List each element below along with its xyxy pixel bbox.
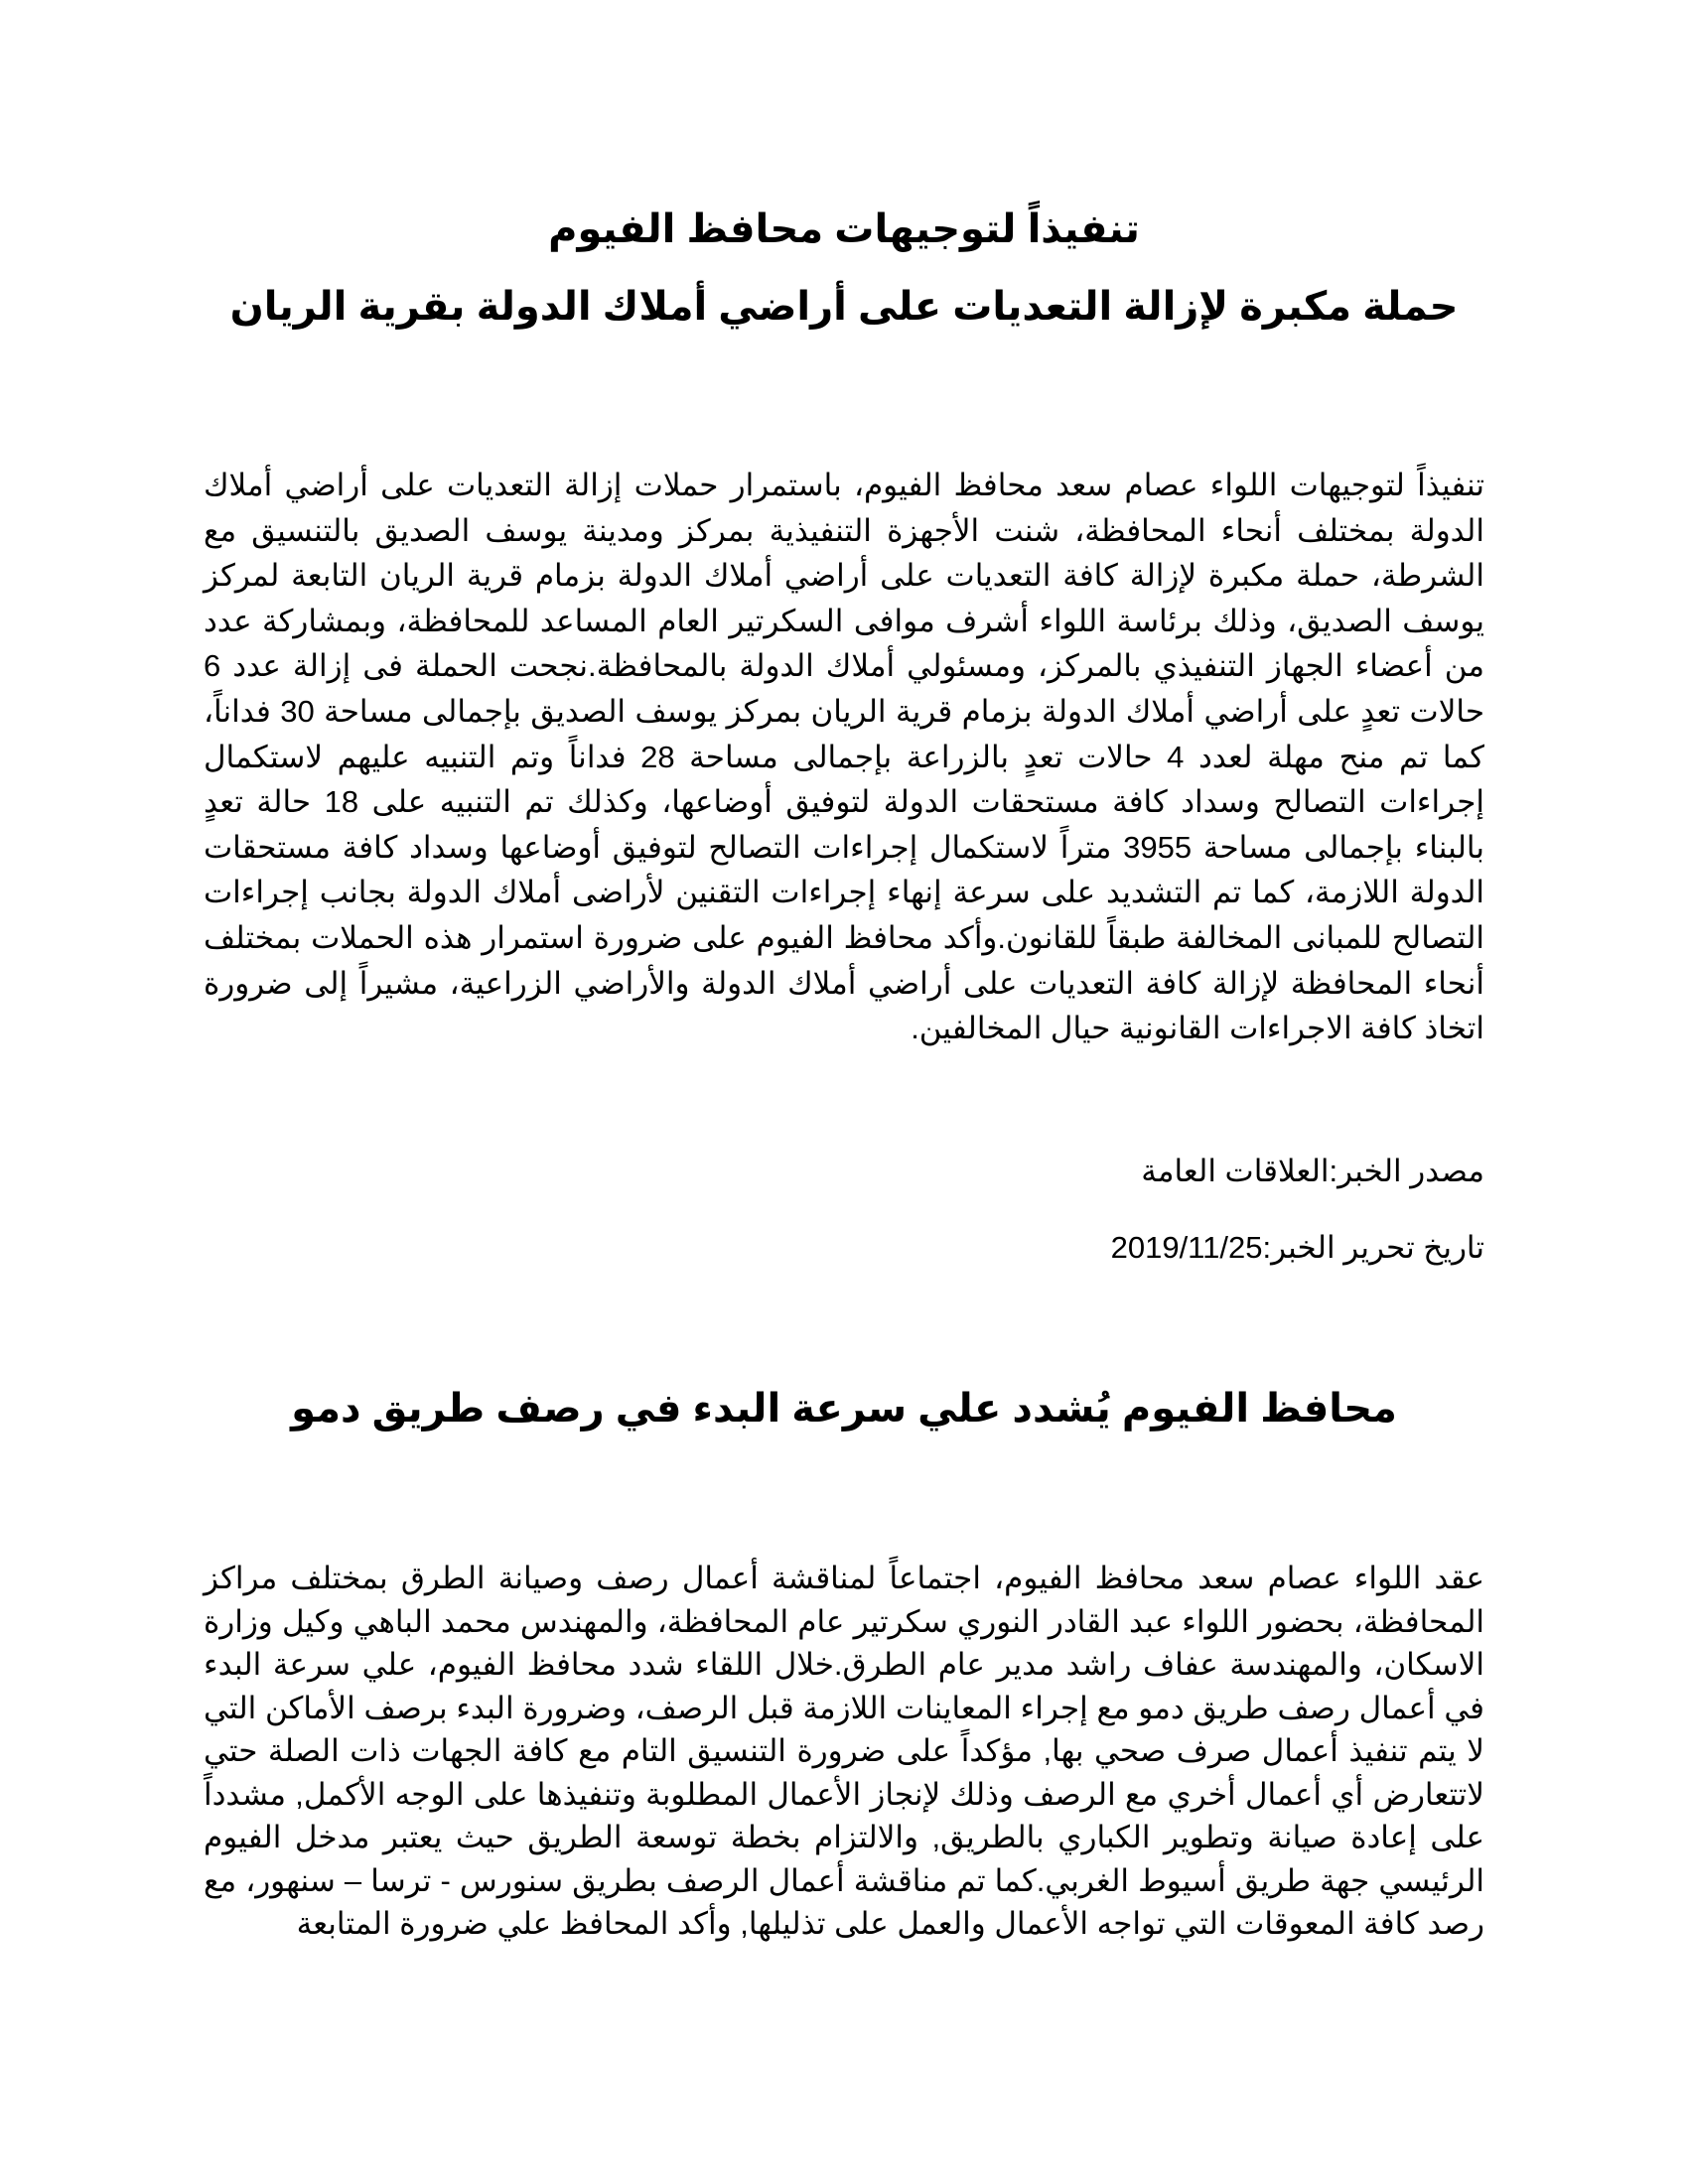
article-1-date: [204, 1228, 1484, 1268]
article-1-source: [204, 1152, 1484, 1191]
article-1-pre-title: تنفيذاً لتوجيهات محافظ الفيوم: [548, 207, 1140, 251]
article-2-body: عقد اللواء عصام سعد محافظ الفيوم، اجتماعاً لمناقشة أعمال رصف وصيانة الطرق بمختلف مراكز المحافظة، بحضور اللواء عبد القادر النوري سكرتير عام المحافظة، والمهندس محمد الباهي وكيل وزارة الاسكان، والمهندسة عفاف راشد مدير عام الطرق.خلال اللقاء شدد محافظ الفيوم، علي سرعة البدء في أعمال رصف طريق دمو مع إجراء المعاينات اللازمة قبل الرصف، وضرورة البدء برصف الأماكن التي لا يتم تنفيذ أعمال صرف صحي بها, مؤكداً على ضرورة التنسيق التام مع كافة الجهات ذات الصلة حتي لاتتعارض أي أعمال أخري مع الرصف وذلك لإنجاز الأعمال المطلوبة وتنفيذها على الوجه الأكمل, مشدداً على إعادة صيانة وتطوير الكباري بالطريق, والالتزام بخطة توسعة الطريق حيث يعتبر مدخل الفيوم الرئيسي جهة طريق أسيوط الغربي.كما تم مناقشة أعمال الرصف بطريق سنورس - ترسا – سنهور، مع رصد كافة المعوقات التي تواجه الأعمال والعمل على تذليلها, وأكد المحافظ علي ضرورة المتابعة: [204, 1561, 1484, 1941]
source-value: العلاقات العامة: [1141, 1154, 1330, 1188]
source-label: مصدر الخبر:: [1329, 1154, 1484, 1188]
article-1-body: تنفيذاً لتوجيهات اللواء عصام سعد محافظ الفيوم، باستمرار حملات إزالة التعديات على أراضي أملاك الدولة بمختلف أنحاء المحافظة، شنت الأجهزة التنفيذية بمركز ومدينة يوسف الصديق بالتنسيق مع الشرطة، حملة مكبرة لإزالة كافة التعديات على أراضي أملاك الدولة بزمام قرية الريان التابعة لمركز يوسف الصديق، وذلك برئاسة اللواء أشرف موافى السكرتير العام المساعد للمحافظة، وبمشاركة عدد من أعضاء الجهاز التنفيذي بالمركز، ومسئولي أملاك الدولة بالمحافظة.نجحت الحملة فى إزالة عدد 6 حالات تعدٍ على أراضي أملاك الدولة بزمام قرية الريان بمركز يوسف الصديق بإجمالى مساحة 30 فداناً، كما تم منح مهلة لعدد 4 حالات تعدٍ بالزراعة بإجمالى مساحة 28 فداناً وتم التنبيه عليهم لاستكمال إجراءات التصالح وسداد كافة مستحقات الدولة لتوفيق أوضاعها، وكذلك تم التنبيه على 18 حالة تعدٍ بالبناء بإجمالى مساحة 3955 متراً لاستكمال إجراءات التصالح لتوفيق أوضاعها وسداد كافة مستحقات الدولة اللازمة، كما تم التشديد على سرعة إنهاء إجراءات التقنين لأراضى أملاك الدولة بجانب إجراءات التصالح للمبانى المخالفة طبقاً للقانون.وأكد محافظ الفيوم على ضرورة استمرار هذه الحملات بمختلف أنحاء المحافظة لإزالة كافة التعديات على أراضي أملاك الدولة والأراضي الزراعية، مشيراً إلى ضرورة اتخاذ كافة الاجراءات القانونية حيال المخالفين.: [204, 468, 1484, 1046]
date-value: 2019/11/25: [1110, 1230, 1263, 1265]
date-label: تاريخ تحرير الخبر:: [1262, 1230, 1484, 1265]
article-1-heading: [204, 205, 1484, 331]
article-2-title: محافظ الفيوم يُشدد علي سرعة البدء في رصف طريق دمو: [291, 1387, 1397, 1431]
article-1-title: حملة مكبرة لإزالة التعديات على أراضي أملاك الدولة بقرية الريان: [229, 285, 1459, 329]
